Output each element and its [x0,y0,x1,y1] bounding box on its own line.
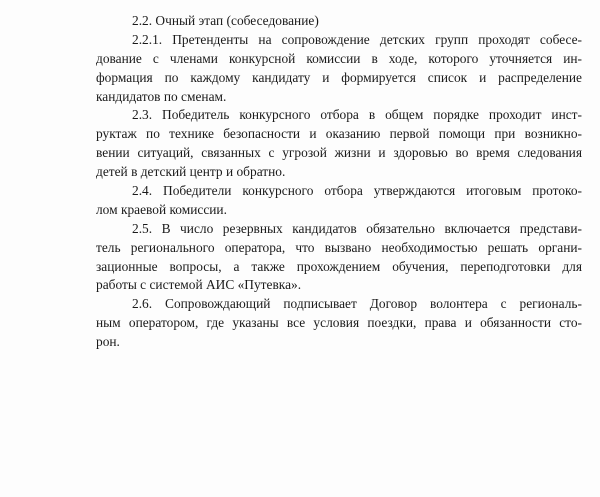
paragraph-line: 2.2.1. Претенденты на сопровождение детских групп проходят собесе- [132,31,582,47]
paragraph-line: кандидатов по сменам. [96,88,227,104]
paragraph-line: вении ситуаций, связанных с угрозой жизни и здоровью во время следования [96,145,582,161]
paragraph-line: ным оператором, где указаны все условия поездки, права и обязанности сто- [96,315,582,331]
paragraph-line: формация по каждому кандидату и формируется список и распределение [96,69,582,85]
section-heading: 2.2. Очный этап (собеседование) [132,13,319,28]
paragraph-line: зационные вопросы, а также прохождением обучения, переподготовки для [96,258,582,274]
document-text [96,12,582,352]
paragraph-line: 2.3. Победитель конкурсного отбора в общем порядке проходит инст- [132,107,582,123]
paragraph-line: руктаж по технике безопасности и оказанию первой помощи при возникно- [96,126,582,142]
paragraph-line: рон. [96,334,120,350]
paragraph-line: работы с системой АИС «Путевка». [96,277,302,293]
paragraph-line: тель регионального оператора, что вызвано необходимостью решать органи- [96,239,582,255]
paragraph-line: дование с членами конкурсной комиссии в ходе, которого уточняется ин- [96,50,582,66]
paragraph-line: 2.5. В число резервных кандидатов обязательно включается представи- [132,220,582,236]
paragraph-line: лом краевой комиссии. [96,201,227,217]
paragraph-line: 2.6. Сопровождающий подписывает Договор волонтера с региональ- [132,296,582,312]
paragraph-line: 2.4. Победители конкурсного отбора утверждаются итоговым протоко- [132,183,582,199]
paragraph-line: детей в детский центр и обратно. [96,164,286,180]
